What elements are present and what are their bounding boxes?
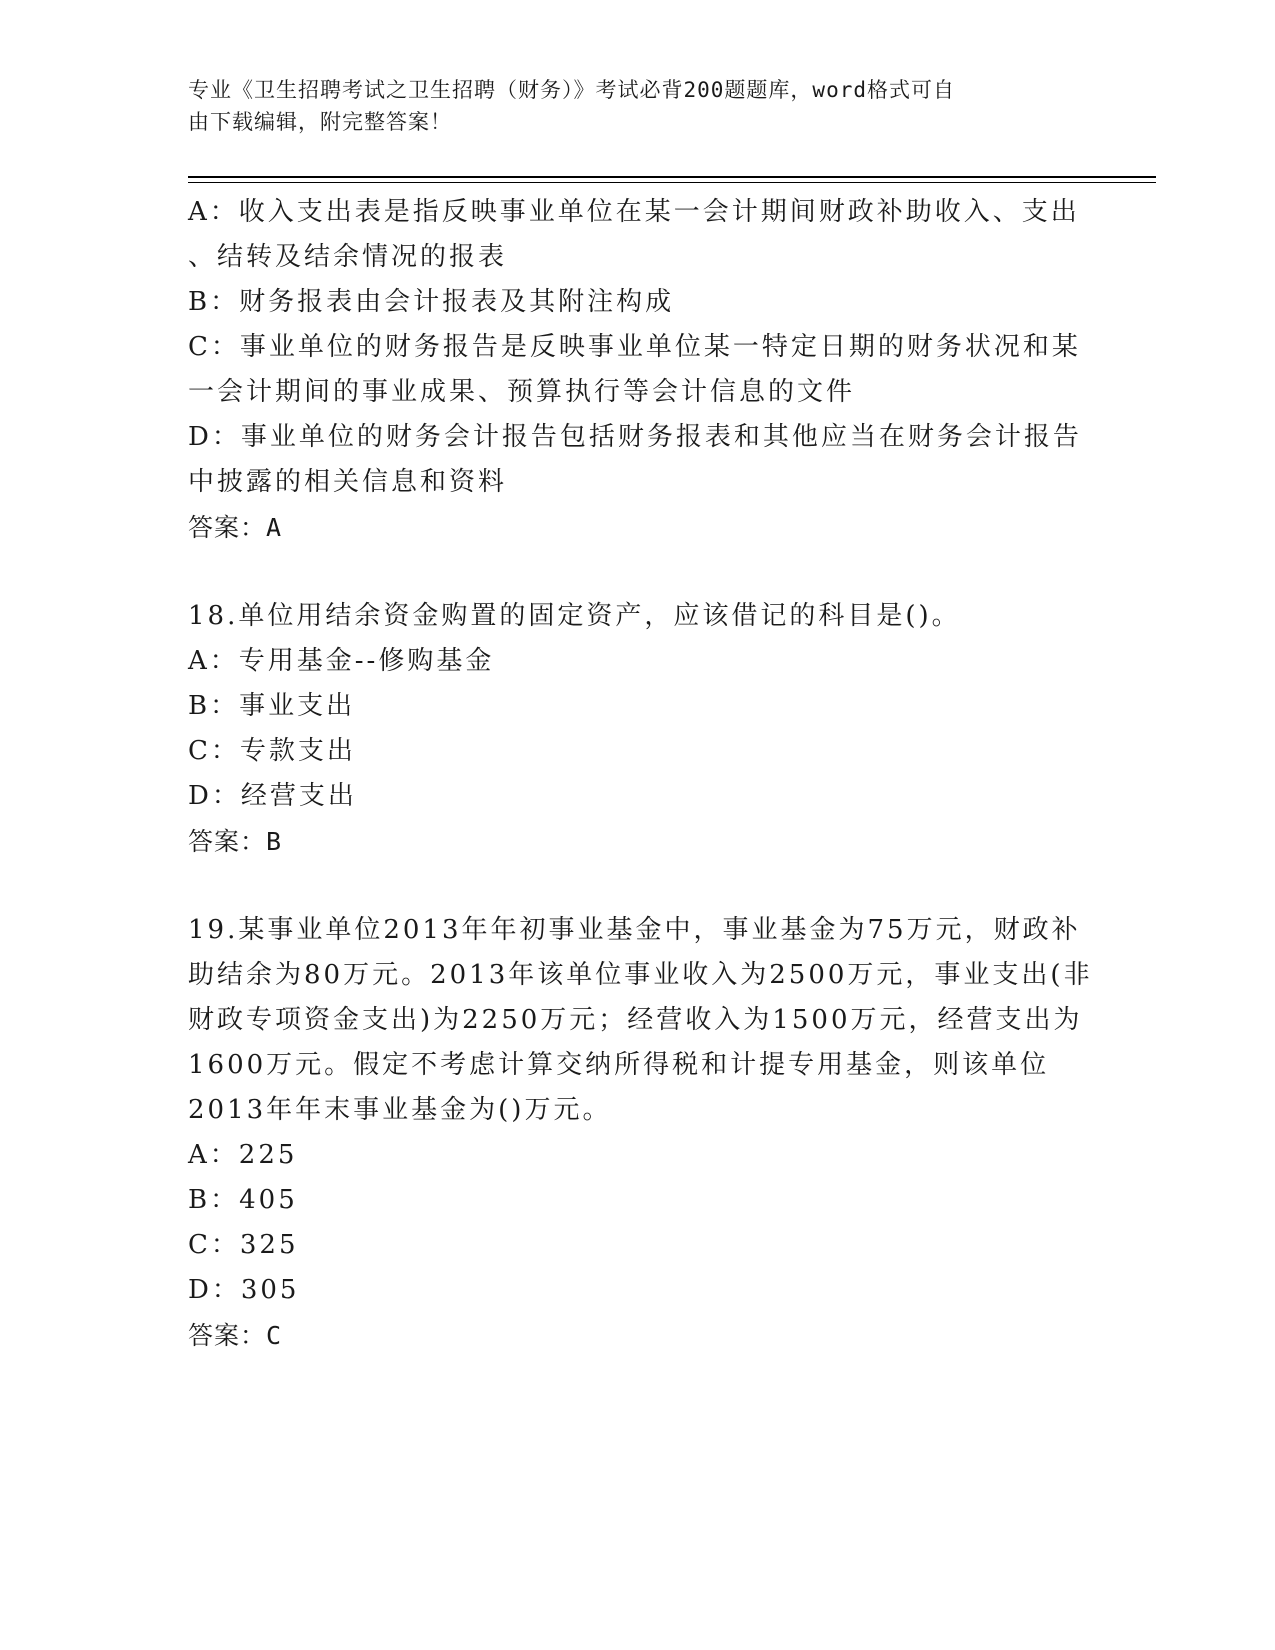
option-c: C：专款支出 bbox=[188, 736, 356, 766]
question-text: 18.单位用结余资金购置的固定资产，应该借记的科目是()。 bbox=[188, 601, 961, 631]
question-18-block bbox=[188, 594, 1078, 864]
question-text-line-5: 2013年年末事业基金为()万元。 bbox=[188, 1095, 612, 1125]
option-c: C：325 bbox=[188, 1230, 299, 1260]
spacer bbox=[188, 864, 1078, 908]
question-text-line-1: 19.某事业单位2013年年初事业基金中，事业基金为75万元，财政补 bbox=[188, 915, 1081, 945]
header-line-1: 专业《卫生招聘考试之卫生招聘（财务）》考试必背200题题库，word格式可自 bbox=[188, 78, 955, 102]
header-rule-thick bbox=[188, 176, 1156, 178]
answer-label: 答案：C bbox=[188, 1321, 283, 1350]
spacer bbox=[188, 550, 1078, 594]
option-a: A：专用基金--修购基金 bbox=[188, 646, 495, 676]
option-d-continued: 中披露的相关信息和资料 bbox=[188, 467, 508, 497]
question-19-block bbox=[188, 908, 1093, 1358]
option-d: D：事业单位的财务会计报告包括财务报表和其他应当在财务会计报告 bbox=[188, 422, 1082, 452]
question-text-line-2: 助结余为80万元。2013年该单位事业收入为2500万元，事业支出(非 bbox=[188, 960, 1093, 990]
option-c: C：事业单位的财务报告是反映事业单位某一特定日期的财务状况和某 bbox=[188, 332, 1081, 362]
option-a: A：收入支出表是指反映事业单位在某一会计期间财政补助收入、支出 bbox=[188, 197, 1080, 227]
question-text-line-3: 财政专项资金支出)为2250万元；经营收入为1500万元，经营支出为 bbox=[188, 1005, 1083, 1035]
option-d: D：经营支出 bbox=[188, 781, 357, 811]
option-b: B：事业支出 bbox=[188, 691, 356, 721]
option-b: B：405 bbox=[188, 1185, 298, 1215]
answer-label: 答案：A bbox=[188, 513, 283, 542]
option-a-continued: 、结转及结余情况的报表 bbox=[188, 242, 508, 272]
header-line-2: 由下载编辑，附完整答案！ bbox=[188, 110, 452, 134]
answer-label: 答案：B bbox=[188, 827, 283, 856]
document-header bbox=[188, 74, 1068, 138]
option-a: A：225 bbox=[188, 1140, 298, 1170]
option-c-continued: 一会计期间的事业成果、预算执行等会计信息的文件 bbox=[188, 377, 856, 407]
header-rule-thin bbox=[188, 182, 1156, 183]
question-content bbox=[188, 190, 1093, 1358]
question-17-block bbox=[188, 190, 1082, 550]
question-text-line-4: 1600万元。假定不考虑计算交纳所得税和计提专用基金，则该单位 bbox=[188, 1050, 1050, 1080]
option-d: D：305 bbox=[188, 1275, 300, 1305]
option-b: B：财务报表由会计报表及其附注构成 bbox=[188, 287, 675, 317]
